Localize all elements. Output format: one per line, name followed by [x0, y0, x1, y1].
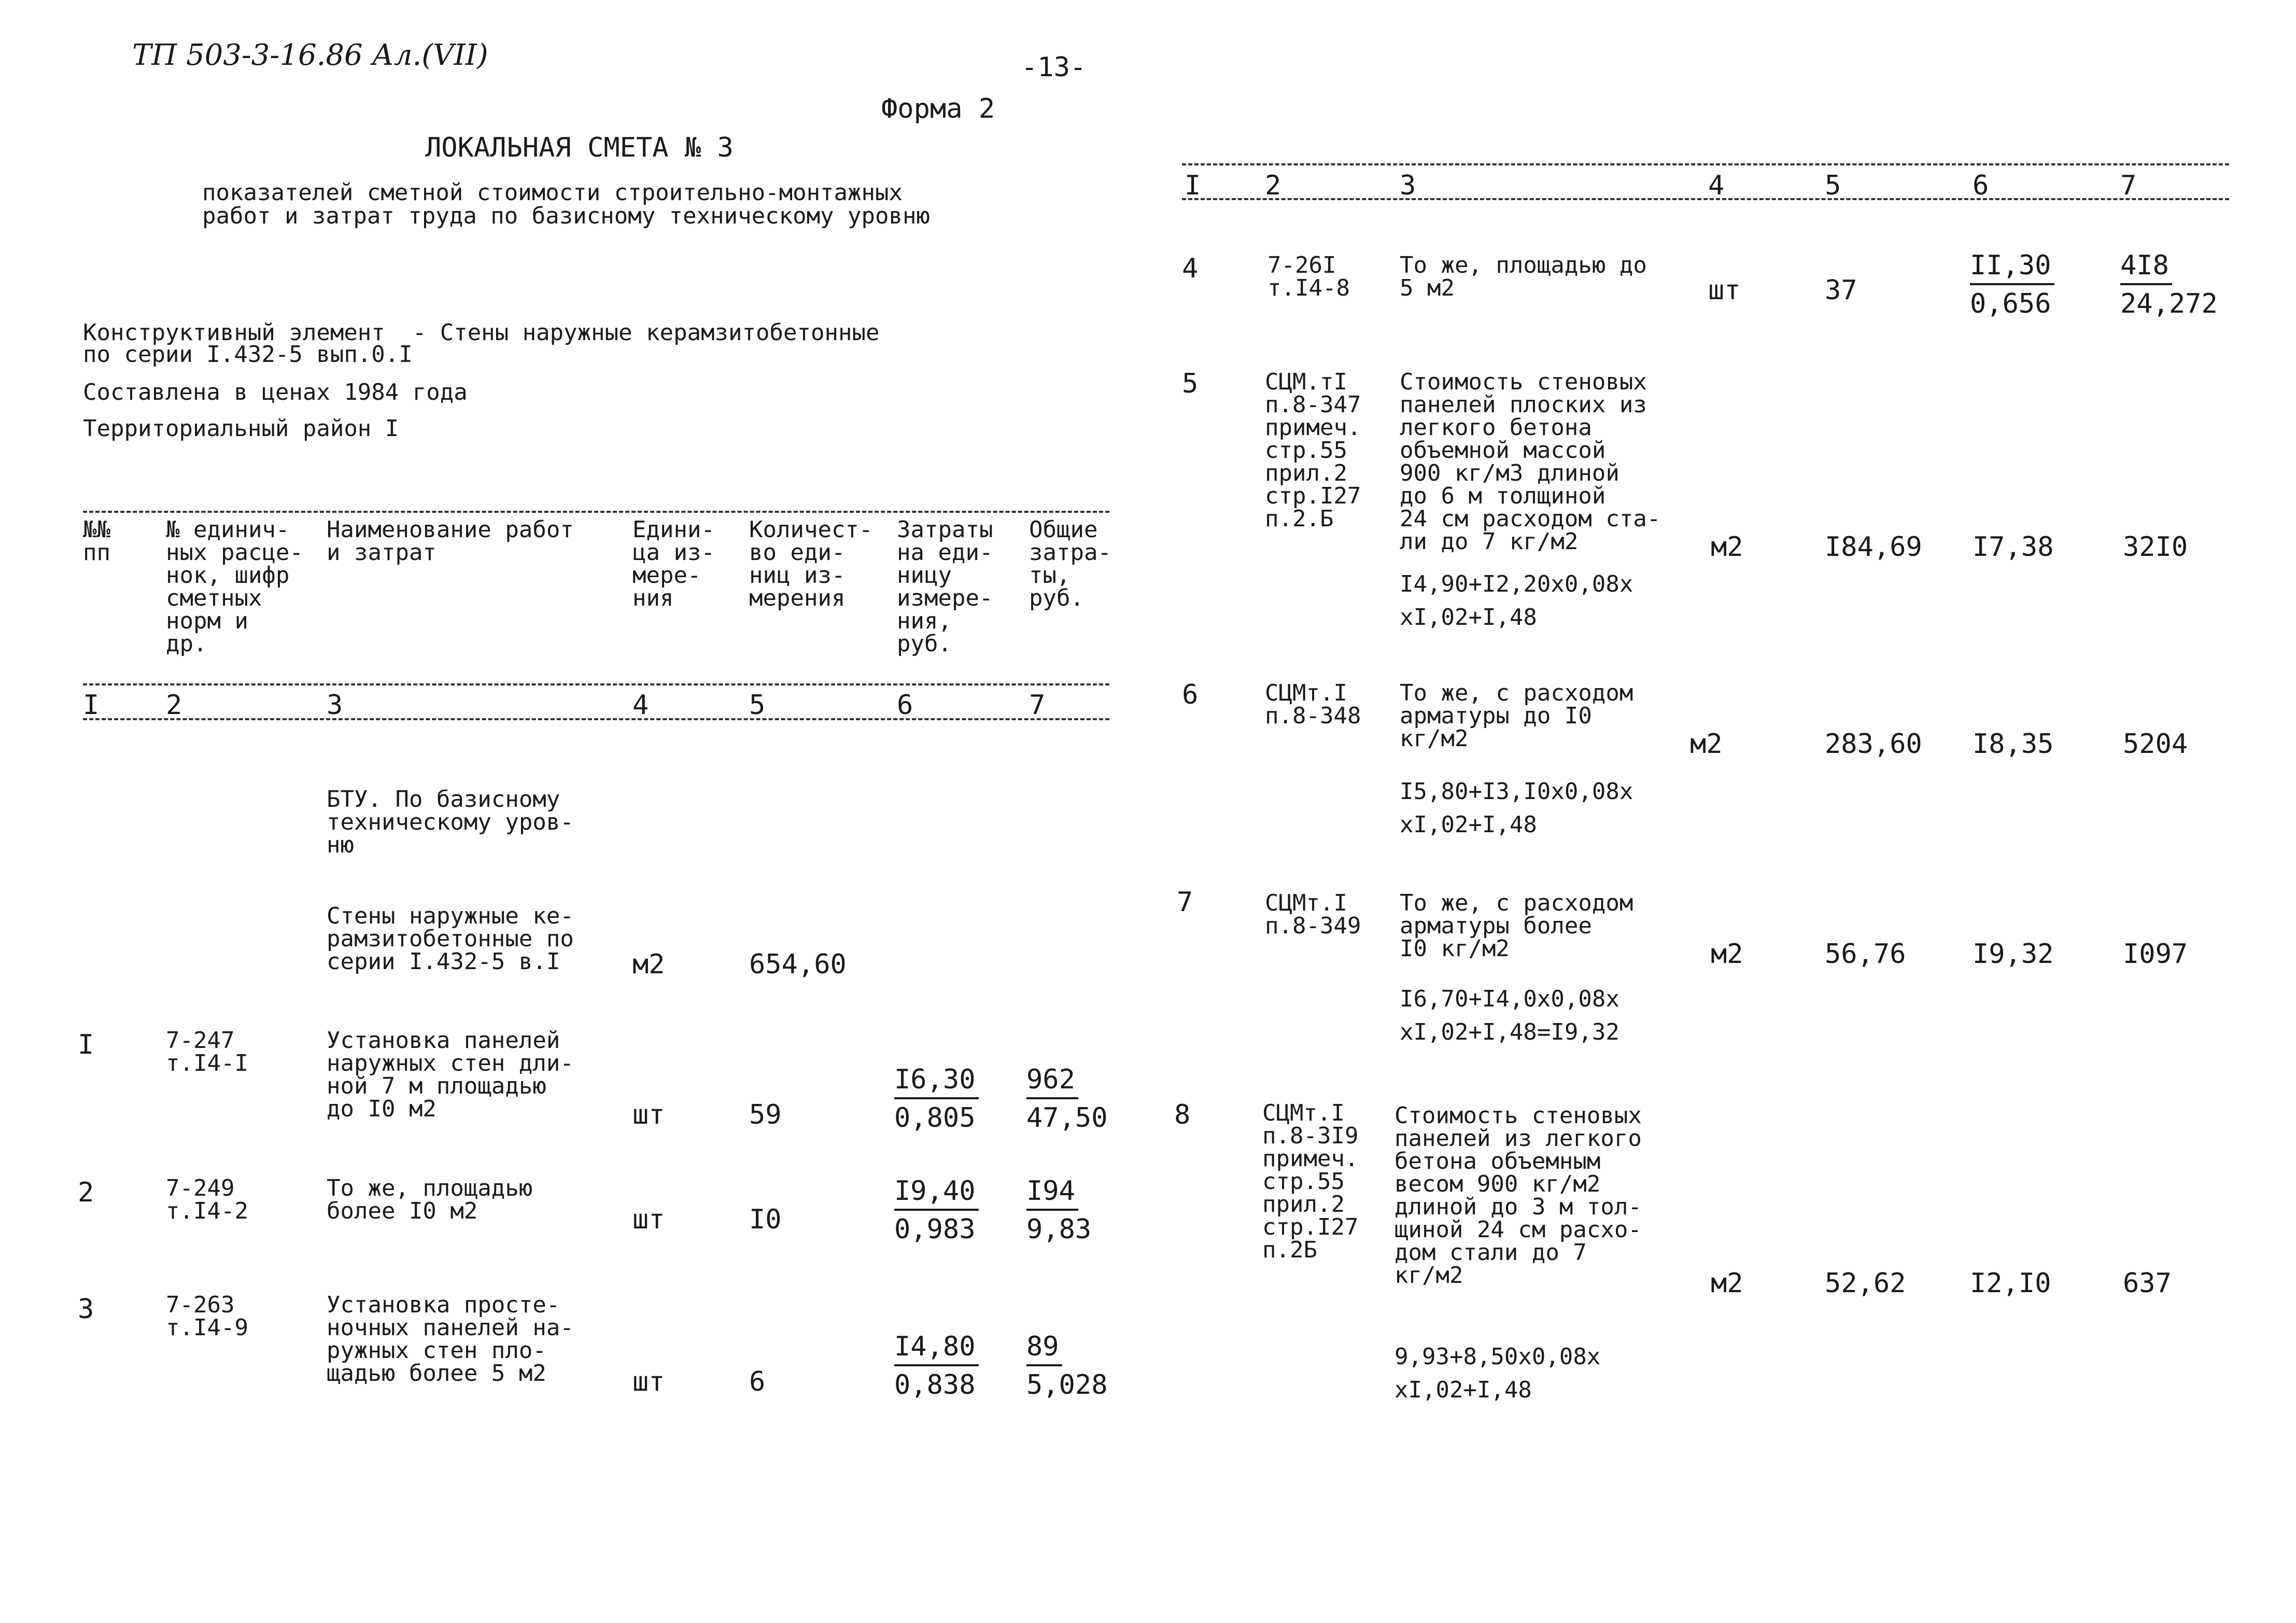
row-calculation: I6,70+I4,0х0,08х хI,02+I,48=I9,32: [1400, 986, 1619, 1045]
header-col-7: Общие затра- ты, руб.: [1029, 516, 1111, 611]
row-cost-top: I9,40: [894, 1174, 979, 1211]
row-total: 32I0: [2123, 531, 2188, 563]
document-code: ТП 503-3-16.86 Ал.(VII): [132, 38, 488, 72]
row-total-bottom: 5,028: [1026, 1369, 1108, 1401]
row-number: 7: [1177, 887, 1193, 918]
row-unit: шт: [632, 1366, 665, 1397]
row-qty: 56,76: [1825, 939, 1906, 970]
col-number-7: 7: [1029, 690, 1046, 721]
row-calculation: I5,80+I3,I0х0,08х хI,02+I,48: [1400, 778, 1633, 838]
right-col-number-3: 3: [1400, 170, 1416, 201]
right-header-bottom-rule: [1182, 198, 2229, 200]
row-total-fraction: [1026, 1330, 1108, 1402]
right-col-number-5: 5: [1825, 170, 1841, 201]
region-line: Территориальный район I: [83, 415, 399, 442]
right-col-number-1: I: [1185, 170, 1201, 201]
row-total-fraction: [2120, 249, 2218, 320]
col-number-5: 5: [749, 690, 766, 721]
prices-line: Составлена в ценах 1984 года: [83, 379, 468, 405]
row-cost-fraction: [894, 1330, 979, 1402]
col-number-1: I: [83, 690, 100, 721]
construction-element-line-2: по серии I.432-5 вып.0.I: [83, 341, 413, 368]
col-number-4: 4: [632, 690, 649, 721]
row-unit: шт: [1708, 275, 1741, 306]
row-cost-bottom: 0,656: [1970, 288, 2051, 319]
header-mid-rule: [83, 683, 1109, 685]
row-number: 6: [1182, 679, 1199, 710]
row-unit: шт: [632, 1204, 665, 1235]
row-cost-bottom: 0,983: [894, 1214, 976, 1245]
row-number: 5: [1182, 368, 1199, 399]
header-top-rule: [83, 511, 1109, 513]
row-cost-fraction: [894, 1174, 979, 1246]
row-calculation: 9,93+8,50х0,08х хI,02+I,48: [1394, 1344, 1601, 1403]
row-number: 3: [78, 1294, 94, 1325]
row-cost-top: I4,80: [894, 1330, 979, 1366]
row-code: 7-263 т.I4-9: [166, 1292, 248, 1341]
row-name: То же, площадью до 5 м2: [1400, 252, 1647, 301]
row-total-fraction: [1026, 1174, 1091, 1246]
row-cost-bottom: 0,805: [894, 1102, 976, 1134]
row-cost: I7,38: [1973, 531, 2054, 563]
row-cost-bottom: 0,838: [894, 1369, 976, 1401]
row-total: 637: [2123, 1268, 2172, 1299]
row-cost: I2,I0: [1970, 1268, 2051, 1299]
row-number: 4: [1182, 253, 1199, 284]
right-col-number-4: 4: [1708, 170, 1725, 201]
row-total-top: I94: [1026, 1174, 1078, 1211]
summary-name: Стены наружные ке- рамзитобетонные по серии I.432-5 в.I: [327, 903, 574, 975]
header-col-3: Наименование работ и затрат: [327, 516, 574, 566]
row-unit: м2: [1690, 729, 1723, 760]
row-cost-fraction: [894, 1063, 979, 1135]
row-name: То же, площадью более I0 м2: [327, 1175, 533, 1224]
summary-qty: 654,60: [749, 949, 847, 980]
subtitle-line-1: показателей сметной стоимости строительно-монтажных: [202, 179, 903, 206]
row-cost-top: II,30: [1970, 249, 2054, 285]
row-name: То же, с расходом арматуры более I0 кг/м2: [1400, 890, 1633, 962]
header-bottom-rule: [83, 718, 1109, 720]
row-name: Установка панелей наружных стен дли- ной 7 м площадью до I0 м2: [327, 1027, 574, 1122]
estimate-title: ЛОКАЛЬНАЯ СМЕТА № 3: [425, 132, 734, 163]
row-name: Стоимость стеновых панелей плоских из легкого бетона объемной массой 900 кг/м3 длиной до 6 м толщиной 24 см расходом ста- ли до 7 кг/м2: [1400, 369, 1661, 555]
right-header-top-rule: [1182, 163, 2229, 165]
form-label: Форма 2: [881, 93, 995, 124]
right-col-number-7: 7: [2120, 170, 2137, 201]
row-calculation: I4,90+I2,20х0,08х хI,02+I,48: [1400, 571, 1633, 631]
subtitle-line-2: работ и затрат труда по базисному техническому уровню: [202, 203, 930, 229]
row-qty: 6: [749, 1366, 766, 1397]
summary-unit: м2: [632, 949, 665, 980]
row-qty: 37: [1825, 275, 1857, 306]
row-total: I097: [2123, 939, 2188, 970]
col-number-2: 2: [166, 690, 182, 721]
header-col-6: Затраты на еди- ницу измере- ния, руб.: [897, 516, 993, 657]
right-col-number-2: 2: [1265, 170, 1281, 201]
row-total-bottom: 47,50: [1026, 1102, 1108, 1134]
row-code: СЦМт.I п.8-348: [1265, 680, 1361, 729]
row-cost-fraction: [1970, 249, 2054, 320]
row-number: 2: [78, 1177, 94, 1208]
row-cost-top: I6,30: [894, 1063, 979, 1099]
header-col-1: №№ пп: [83, 516, 110, 566]
row-qty: 52,62: [1825, 1268, 1906, 1299]
page-number: -13-: [1021, 52, 1087, 83]
row-unit: шт: [632, 1099, 665, 1130]
row-unit: м2: [1711, 531, 1743, 563]
row-qty: 283,60: [1825, 729, 1922, 760]
row-number: I: [78, 1029, 94, 1060]
row-total-bottom: 24,272: [2120, 288, 2218, 319]
row-name: Установка просте- ночных панелей на- ружных стен пло- щадью более 5 м2: [327, 1292, 574, 1387]
col-number-3: 3: [327, 690, 343, 721]
row-total-bottom: 9,83: [1026, 1214, 1092, 1245]
row-qty: I84,69: [1825, 531, 1922, 563]
row-name: Стоимость стеновых панелей из легкого бетона объемным весом 900 кг/м2 длиной до 3 м тол- щиной 24 см расхо- дом стали до 7 кг/м2: [1394, 1102, 1642, 1289]
header-col-4: Едини- ца из- мере- ния: [632, 516, 715, 611]
row-code: 7-249 т.I4-2: [166, 1175, 248, 1224]
row-code: 7-26I т.I4-8: [1267, 252, 1350, 301]
col-number-6: 6: [897, 690, 913, 721]
row-unit: м2: [1711, 939, 1743, 970]
row-qty: I0: [749, 1204, 782, 1235]
row-total-top: 962: [1026, 1063, 1078, 1099]
row-qty: 59: [749, 1099, 782, 1130]
row-number: 8: [1174, 1099, 1191, 1130]
row-total: 5204: [2123, 729, 2188, 760]
row-total-top: 89: [1026, 1330, 1062, 1366]
row-total-top: 4I8: [2120, 249, 2172, 285]
row-code: СЦМт.I п.8-349: [1265, 890, 1361, 939]
row-unit: м2: [1711, 1268, 1743, 1299]
row-cost: I8,35: [1973, 729, 2054, 760]
row-total-fraction: [1026, 1063, 1108, 1135]
row-name: То же, с расходом арматуры до I0 кг/м2: [1400, 680, 1633, 752]
row-code: СЦМ.тI п.8-347 примеч. стр.55 прил.2 стр.I27 п.2.Б: [1265, 369, 1361, 532]
section-heading: БТУ. По базисному техническому уров- ню: [327, 786, 574, 858]
header-col-2: № единич- ных расце- нок, шифр сметных норм и др.: [166, 516, 303, 657]
construction-element-line-1: Конструктивный элемент - Стены наружные керамзитобетонные: [83, 319, 880, 346]
row-code: СЦМт.I п.8-3I9 примеч. стр.55 прил.2 стр.I27 п.2Б: [1262, 1100, 1359, 1263]
row-code: 7-247 т.I4-I: [166, 1027, 248, 1076]
header-col-5: Количест- во еди- ниц из- мерения: [749, 516, 873, 611]
right-col-number-6: 6: [1973, 170, 1989, 201]
row-cost: I9,32: [1973, 939, 2054, 970]
